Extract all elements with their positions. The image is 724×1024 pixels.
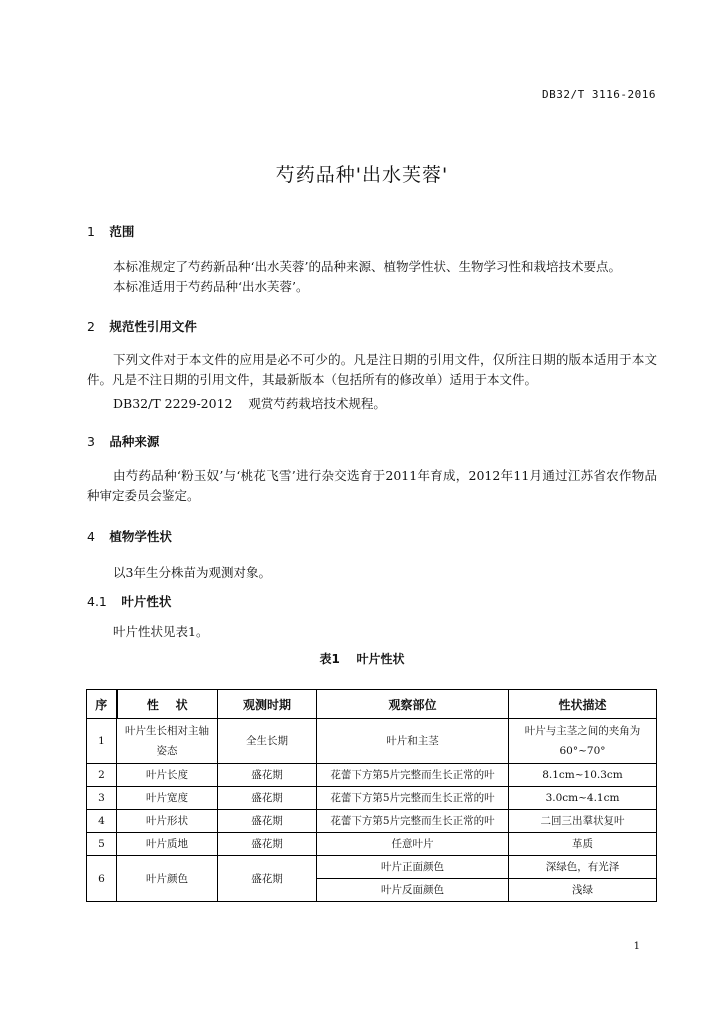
section-number: 3 [87,434,95,449]
cell-part: 叶片正面颜色 [317,856,509,879]
page-number: 1 [633,941,640,952]
section-2-para-1: 下列文件对于本文件的应用是必不可少的。凡是注日期的引用文件，仅所注日期的版本适用于本文件。凡是不注日期的引用文件，其最新版本（包括所有的修改单）适用于本文件。 [87,352,657,387]
section-1-para-2: 本标准适用于芍药品种‘出水芙蓉’。 [113,279,309,294]
cell-no: 6 [87,856,117,902]
cell-no: 1 [87,719,117,764]
cell-trait: 叶片宽度 [117,787,218,810]
section-number: 4.1 [87,594,107,609]
section-4-1-heading [87,592,171,610]
table-row [87,719,657,764]
section-4-heading [87,527,172,545]
section-1-para-1: 本标准规定了芍药新品种‘出水芙蓉’的品种来源、植物学性状、生物学习性和栽培技术要点。 [113,259,621,274]
cell-period: 盛花期 [218,764,317,787]
section-number: 2 [87,319,95,334]
leaf-traits-table [86,689,657,902]
header-cell-period: 观测时期 [218,690,317,719]
table-row [87,787,657,810]
table-row [87,810,657,833]
header-cell-part: 观察部位 [317,690,509,719]
section-number: 1 [87,224,95,239]
cell-part: 任意叶片 [317,833,509,856]
cell-period: 盛花期 [218,810,317,833]
cell-trait: 叶片颜色 [117,856,218,902]
table-caption: 表1 叶片性状 [319,652,405,666]
cell-desc: 3.0cm~4.1cm [509,787,657,810]
section-number: 4 [87,529,95,544]
section-title: 品种来源 [109,434,160,449]
table-header-row [87,690,657,719]
cell-period: 盛花期 [218,787,317,810]
cell-part: 花蕾下方第5片完整而生长正常的叶 [317,764,509,787]
cell-desc: 二回三出羣状复叶 [509,810,657,833]
header-cell-trait: 性 状 [117,690,218,719]
cell-part: 叶片和主茎 [317,719,509,764]
normative-reference: DB32/T 2229-2012 观赏芍药栽培技术规程。 [113,396,386,411]
section-1-heading [87,222,134,240]
section-2-heading [87,317,197,335]
cell-part: 花蕾下方第5片完整而生长正常的叶 [317,787,509,810]
section-title: 规范性引用文件 [109,319,197,334]
section-title: 叶片性状 [121,594,172,609]
cell-period: 盛花期 [218,833,317,856]
table-row [87,764,657,787]
cell-no: 4 [87,810,117,833]
cell-desc: 深绿色，有光泽 [509,856,657,879]
header-cell-no: 序 [87,690,117,719]
header-cell-desc: 性状描述 [509,690,657,719]
cell-period: 全生长期 [218,719,317,764]
section-title: 植物学性状 [109,529,172,544]
cell-no: 3 [87,787,117,810]
table-row [87,833,657,856]
section-title: 范围 [109,224,135,239]
cell-trait: 叶片生长相对主轴姿态 [117,719,218,764]
cell-trait: 叶片长度 [117,764,218,787]
section-4-1-para-1: 叶片性状见表1。 [113,624,209,639]
table-row [87,856,657,879]
cell-period: 盛花期 [218,856,317,902]
section-3-heading [87,432,159,450]
cell-trait: 叶片形状 [117,810,218,833]
document-id: DB32/T 3116-2016 [542,88,656,101]
cell-no: 2 [87,764,117,787]
cell-desc: 8.1cm~10.3cm [509,764,657,787]
cell-no: 5 [87,833,117,856]
section-3-para-1: 由芍药品种‘粉玉奴’与‘桃花飞雪’进行杂交选育于2011年育成，2012年11月通过江苏省农作物品种审定委员会鉴定。 [87,468,657,503]
cell-desc: 浅绿 [509,879,657,902]
cell-part: 花蕾下方第5片完整而生长正常的叶 [317,810,509,833]
cell-trait: 叶片质地 [117,833,218,856]
cell-desc: 革质 [509,833,657,856]
cell-part: 叶片反面颜色 [317,879,509,902]
section-4-para-1: 以3年生分株苗为观测对象。 [113,565,271,580]
document-title: 芍药品种'出水芙蓉' [275,164,449,186]
cell-desc: 叶片与主茎之间的夹角为60°~70° [509,719,657,764]
